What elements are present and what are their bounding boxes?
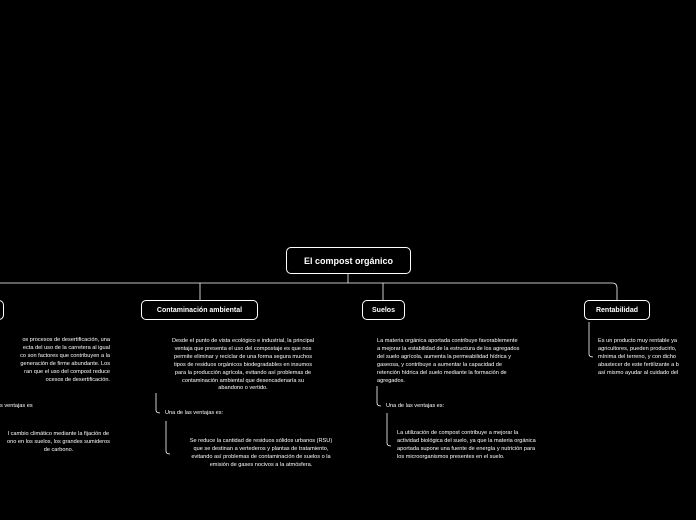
contaminacion-text: Desde el punto de vista ecológico e industrial, la principal ventaja que presenta el uso del compostaje es que nos permite eliminar y reciclar de una forma segura muchos tipos de residuos orgánicos biodegradables en insumos para la producción agrícola, evitando así problemas de contaminación ambiental que desencadenaría su abandono o vertido. — [171, 338, 315, 392]
branch-node-contaminacion[interactable] — [141, 300, 258, 320]
connector-contaminacion-sub — [156, 393, 160, 413]
connector-rentabilidad-text — [589, 322, 593, 357]
branch-node-suelos[interactable] — [362, 300, 405, 320]
connector-suelos-subtext — [387, 413, 391, 446]
suelos-text: La materia orgánica aportada contribuye favorablemente a mejorar la estabilidad de la estructura de los agregados del suelo agrícola, aumenta la permeabilidad hídrica y gaseosa, y contribuye a aumentar la capacidad de retención hídrica del suelo mediante la formación de agregados. — [377, 338, 520, 384]
branch-node-rentabilidad[interactable] — [584, 300, 650, 320]
rentabilidad-text: Es un producto muy rentable ya agricultores, pueden producirlo, mínima del terreno, y con dicho abastecer de este fertilizante a b así mismo ayudar al cuidado del — [598, 338, 679, 376]
branch-bus-line — [0, 283, 617, 300]
branch-node-desertificacion[interactable] — [0, 300, 4, 320]
connector-contaminacion-subtext — [166, 421, 170, 454]
branch-label-suelos: Suelos — [372, 306, 395, 314]
contaminacion-sub-text: Se reduce la cantidad de residuos sólidos urbanos (RSU) que se destinan a vertederos y plantas de tratamiento, evitando así problemas de contaminación de suelos o la emisión de gases nocivos a la atmósfera. — [189, 438, 333, 468]
branch-label-rentabilidad: Rentabilidad — [595, 306, 638, 314]
branch-label-contaminacion: Contaminación ambiental — [156, 306, 243, 314]
desertificacion-sub-text: l cambio climático mediante la fijación de ono en los suelos, los grandes sumideros de carbono. — [7, 431, 110, 453]
desertificacion-sub-label: s ventajas es — [0, 403, 33, 409]
connector-suelos-sub — [377, 386, 381, 406]
contaminacion-sub-label: Una de las ventajas es: — [165, 410, 224, 416]
root-title: El compost orgánico — [303, 255, 393, 266]
suelos-sub-label: Una de las ventajas es: — [386, 403, 445, 409]
suelos-sub-text: La utilización de compost contribuye a mejorar la actividad biológica del suelo, ya que la materia orgánica aportada supone una fuente de energía y nutrición para los microorganismos presentes en el suelo. — [397, 430, 536, 460]
desertificacion-text: os procesos de desertificación, una ecta del uso de la carretera al igual co son factores que contribuyen a la generación de firme abundante. Los ran que el uso del compost reduce ocesos de desertificación. — [20, 337, 110, 383]
root-node[interactable] — [286, 247, 411, 274]
